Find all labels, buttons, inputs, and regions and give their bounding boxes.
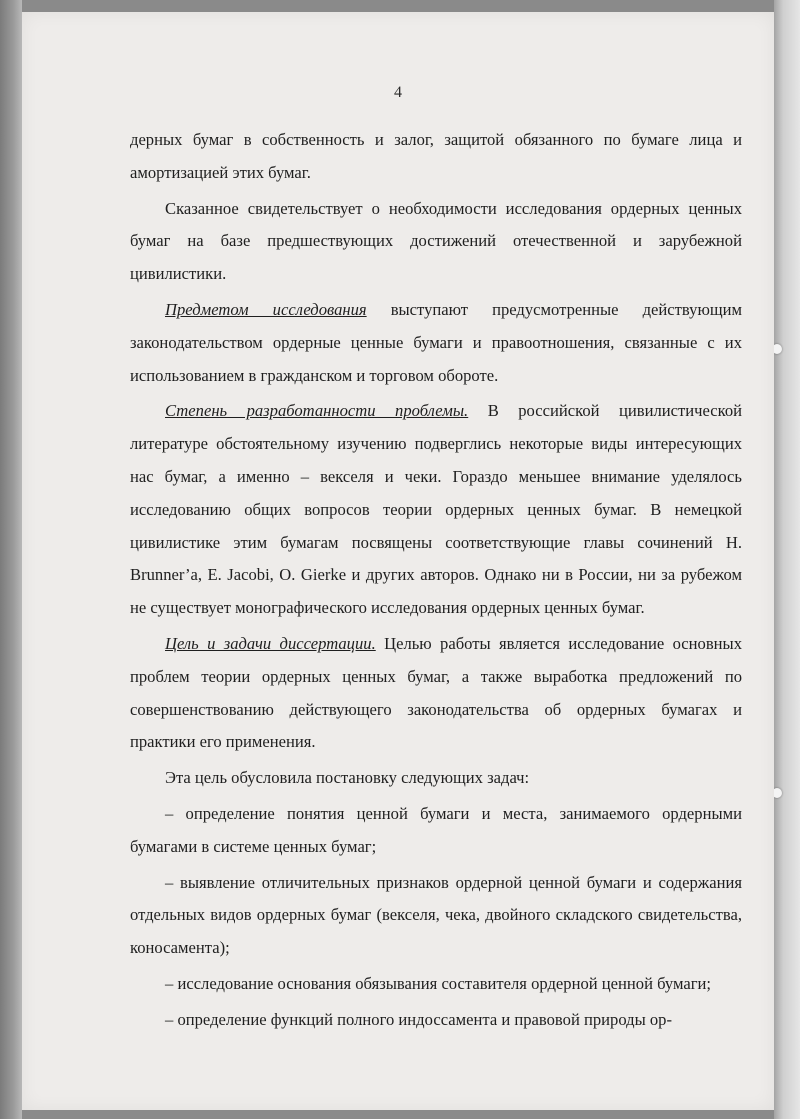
- paragraph-text: В российской цивилистической литературе обстоятельному изучению подверглись некоторые виды интересующих нас бумаг, а именно – векселя и чеки. Гораздо меньшее внимание уделялось исследованию общих вопросов теории ордерных ценных бумаг. В немецкой цивилистике этим бумагам посвящены соответствующие главы сочинений H. Brunner’a, E. Jacobi, O. Gierke и других авторов. Однако ни в России, ни за рубежом не существует монографического исследования ордерных ценных бумаг.: [130, 401, 742, 618]
- paragraph-text: – выявление отличительных признаков ордерной ценной бумаги и содержания отдельных видов ордерных бумаг (векселя, чека, двойного складского свидетельства, коносамента);: [130, 872, 742, 958]
- task-list-item: [130, 867, 742, 965]
- paragraph-tasks-intro: [130, 762, 742, 795]
- paragraph-goals: [130, 628, 742, 759]
- section-heading: Степень разработанности проблемы.: [165, 401, 469, 421]
- section-heading: Предметом исследования: [165, 299, 367, 319]
- task-list-item: [130, 798, 742, 864]
- paragraph-text: – определение функций полного индоссамента и правовой природы ор-: [165, 1009, 673, 1029]
- paragraph-relevance: [130, 193, 742, 291]
- body-text: [130, 124, 742, 1040]
- scan-right-edge: [774, 0, 800, 1119]
- task-list-item: [130, 1004, 742, 1037]
- document-page: [22, 12, 774, 1110]
- page-number: 4: [394, 84, 402, 101]
- paragraph-text: выступают предусмотренные действующим законодательством ордерные ценные бумаги и правоотношения, связанные с их использованием в гражданском и торговом обороте.: [130, 299, 742, 385]
- paragraph-text: Эта цель обусловила постановку следующих задач:: [165, 768, 530, 788]
- paragraph-state-of-research: [130, 395, 742, 625]
- paragraph-continuation: [130, 124, 742, 190]
- scan-left-edge: [0, 0, 22, 1119]
- section-heading: Цель и задачи диссертации.: [165, 633, 376, 653]
- task-list-item: [130, 968, 742, 1001]
- paragraph-text: Сказанное свидетельствует о необходимости исследования ордерных ценных бумаг на базе предшествующих достижений отечественной и зарубежной цивилистики.: [130, 198, 742, 284]
- paragraph-subject: [130, 294, 742, 392]
- paragraph-text: – определение понятия ценной бумаги и места, занимаемого ордерными бумагами в системе ценных бумаг;: [130, 803, 742, 856]
- paragraph-text: – исследование основания обязывания составителя ордерной ценной бумаги;: [165, 973, 712, 993]
- paragraph-text: дерных бумаг в собственность и залог, защитой обязанного по бумаге лица и амортизацией этих бумаг.: [130, 130, 742, 182]
- paragraph-text: Целью работы является исследование основных проблем теории ордерных ценных бумаг, а также выработка предложений по совершенствованию действующего законодательства об ордерных бумагах и практики его применения.: [130, 633, 742, 752]
